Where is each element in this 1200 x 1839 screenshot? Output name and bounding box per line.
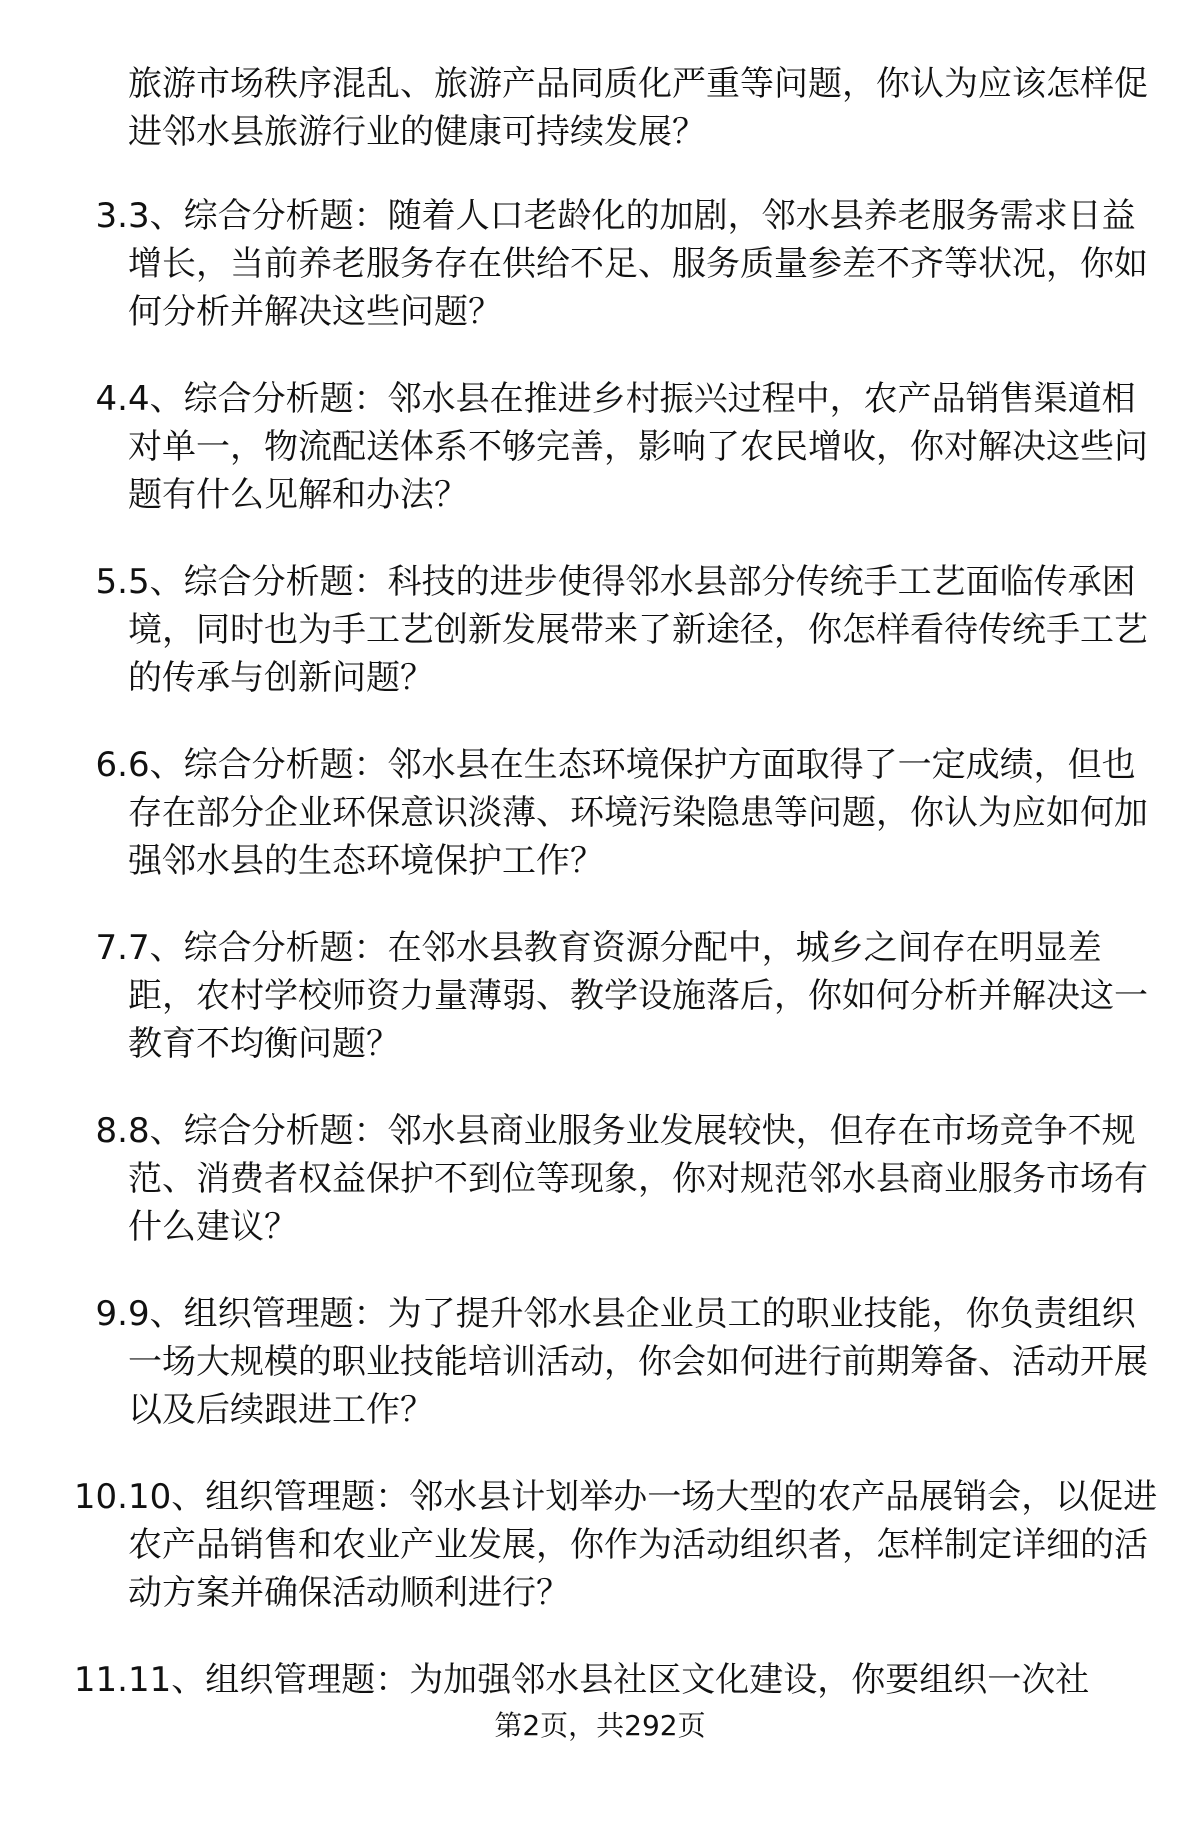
question-text: 6、综合分析题：邻水县在生态环境保护方面取得了一定成绩，但也存在部分企业环保意识淡薄、环境污染隐患等问题，你认为应如何加强邻水县的生态环境保护工作？ <box>128 745 1148 881</box>
question-text: 10、组织管理题：邻水县计划举办一场大型的农产品展销会，以促进农产品销售和农业产业发展，你作为活动组织者，怎样制定详细的活动方案并确保活动顺利进行？ <box>128 1477 1158 1613</box>
question-number: 8. <box>95 1111 128 1151</box>
question-text: 11、组织管理题：为加强邻水县社区文化建设，你要组织一次社 <box>128 1660 1090 1700</box>
question-text: 9、组织管理题：为了提升邻水县企业员工的职业技能，你负责组织一场大规模的职业技能培训活动，你会如何进行前期筹备、活动开展以及后续跟进工作？ <box>128 1294 1148 1430</box>
page-footer: 第2页，共292页 <box>494 1709 706 1742</box>
question-number: 10. <box>73 1477 128 1517</box>
list-item <box>0 741 1200 924</box>
list-item <box>0 1290 1200 1473</box>
question-number: 3. <box>95 196 128 236</box>
question-text: 7、综合分析题：在邻水县教育资源分配中，城乡之间存在明显差距，农村学校师资力量薄弱、教学设施落后，你如何分析并解决这一教育不均衡问题？ <box>128 928 1148 1064</box>
list-item <box>0 192 1200 375</box>
question-text: 5、综合分析题：科技的进步使得邻水县部分传统手工艺面临传承困境，同时也为手工艺创新发展带来了新途径，你怎样看待传统手工艺的传承与创新问题？ <box>128 562 1148 698</box>
question-number: 11. <box>73 1660 128 1700</box>
list-item <box>0 375 1200 558</box>
question-text: 4、综合分析题：邻水县在推进乡村振兴过程中，农产品销售渠道相对单一，物流配送体系不够完善，影响了农民增收，你对解决这些问题有什么见解和办法？ <box>128 379 1148 515</box>
question-list <box>0 192 1200 1839</box>
list-item <box>0 558 1200 741</box>
continuation-text: 旅游市场秩序混乱、旅游产品同质化严重等问题，你认为应该怎样促进邻水县旅游行业的健康可持续发展？ <box>128 64 1148 152</box>
list-item <box>0 924 1200 1107</box>
question-number: 4. <box>95 379 128 419</box>
list-item <box>0 1107 1200 1290</box>
question-number: 9. <box>95 1294 128 1334</box>
question-text: 8、综合分析题：邻水县商业服务业发展较快，但存在市场竞争不规范、消费者权益保护不到位等现象，你对规范邻水县商业服务市场有什么建议？ <box>128 1111 1148 1247</box>
question-number: 5. <box>95 562 128 602</box>
question-number: 6. <box>95 745 128 785</box>
question-number: 7. <box>95 928 128 968</box>
question-text: 3、综合分析题：随着人口老龄化的加剧，邻水县养老服务需求日益增长，当前养老服务存在供给不足、服务质量参差不齐等状况，你如何分析并解决这些问题？ <box>128 196 1148 332</box>
list-item <box>0 1473 1200 1656</box>
list-item <box>0 1656 1200 1839</box>
